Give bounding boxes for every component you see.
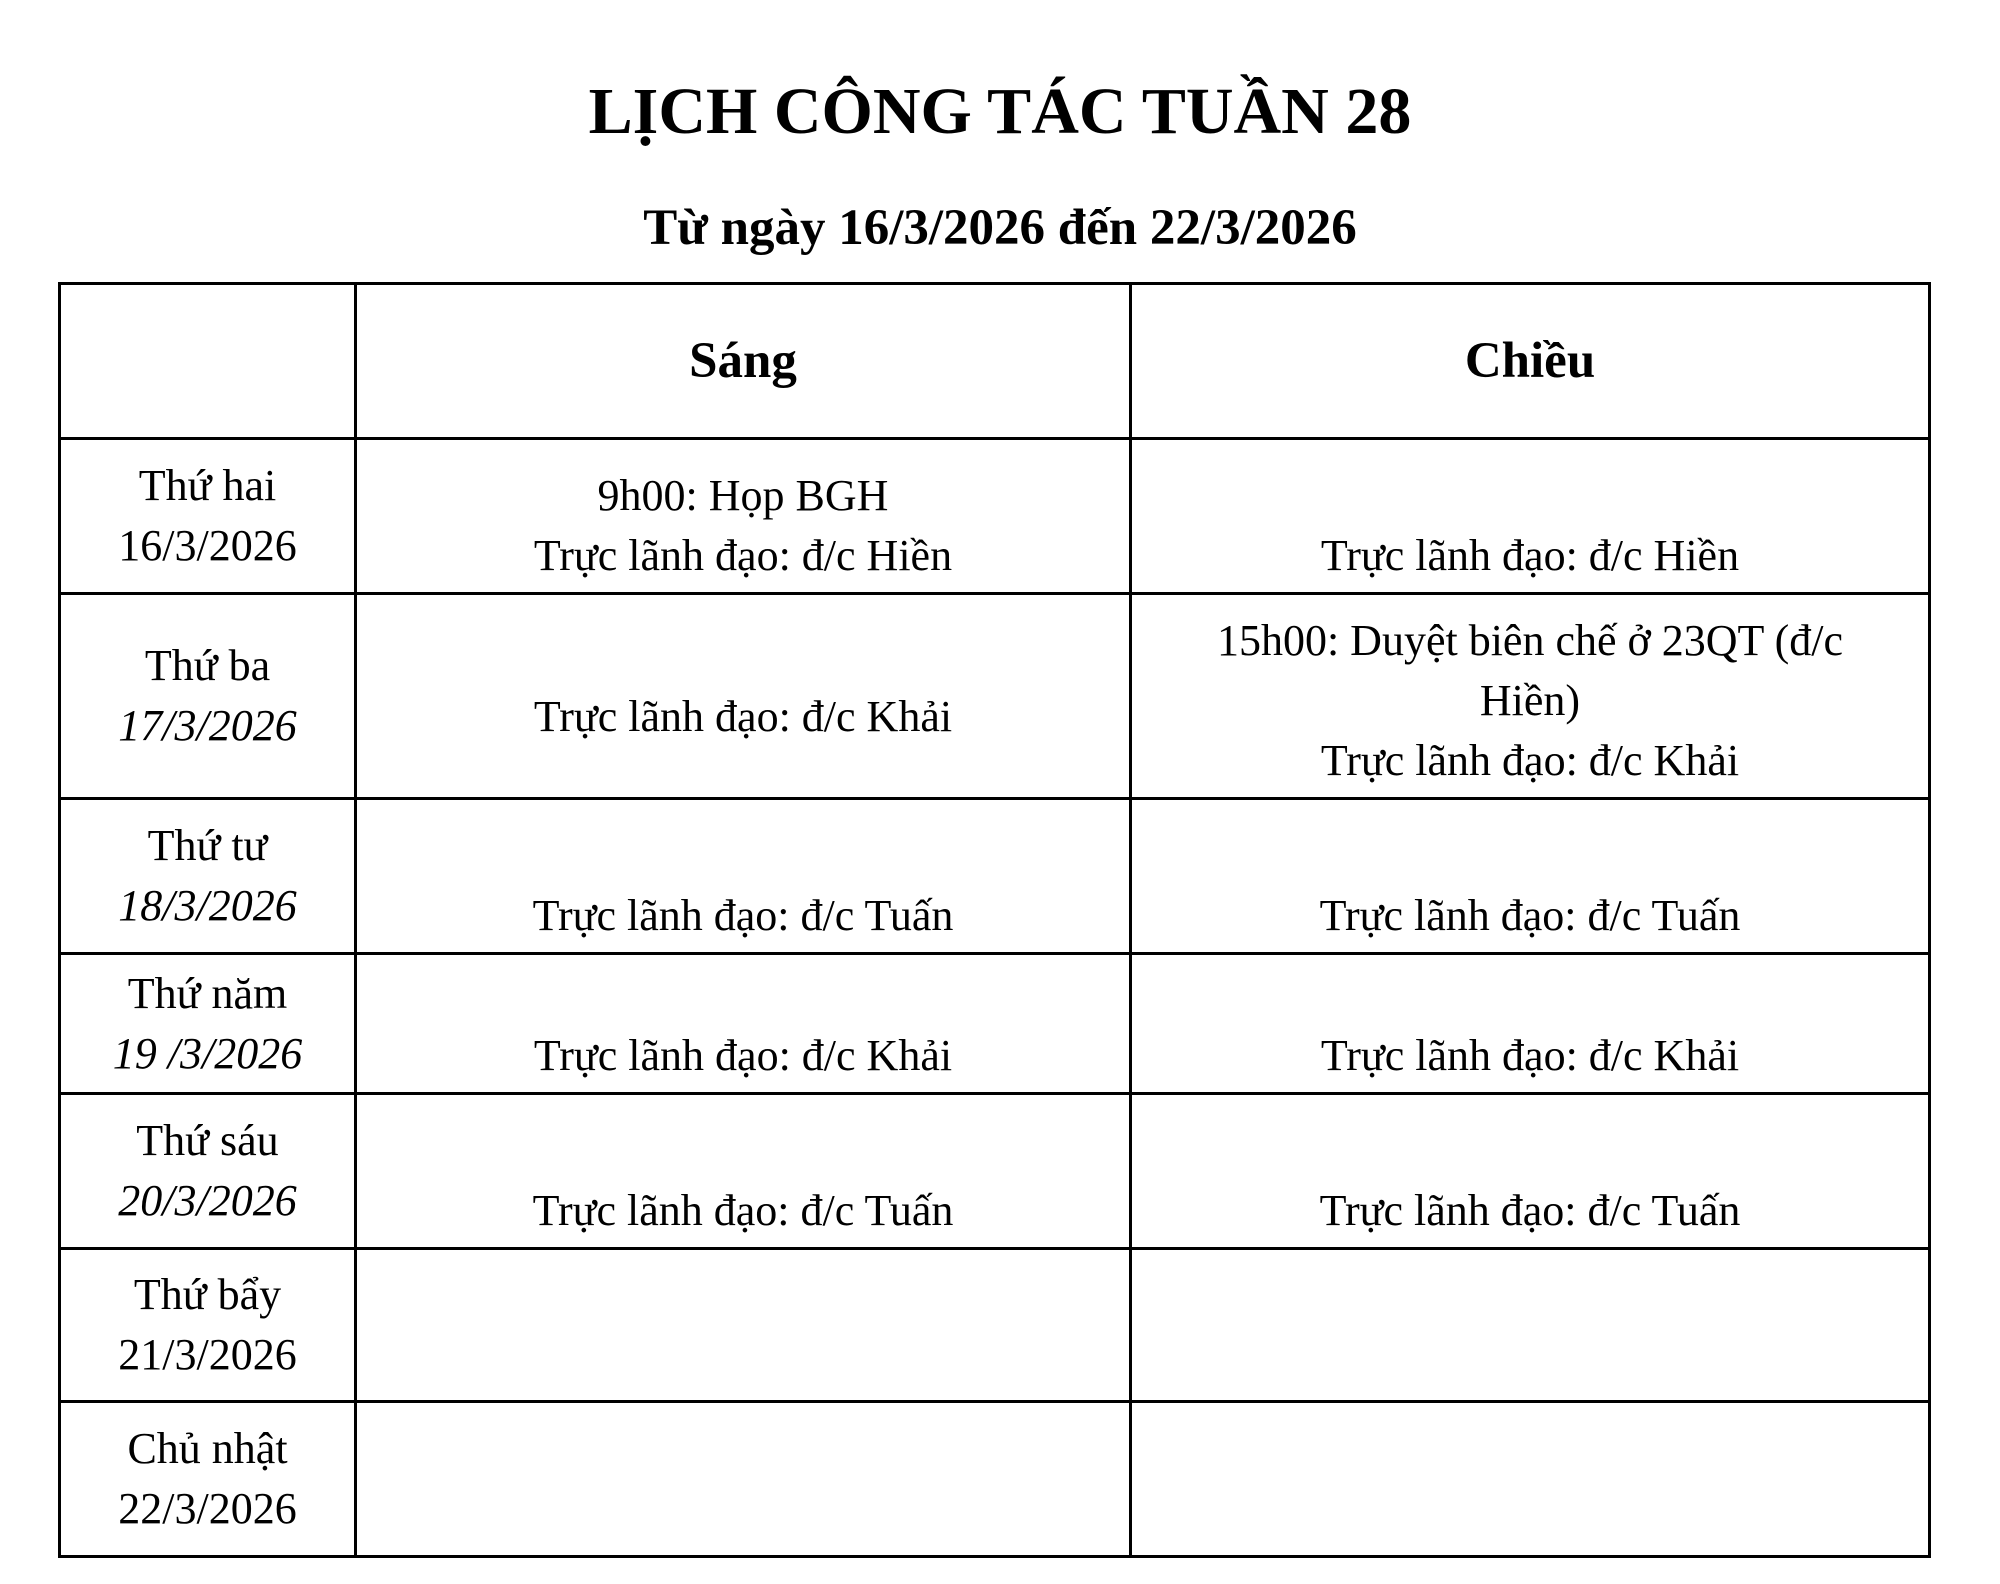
day-date: 22/3/2026 (118, 1484, 297, 1533)
table-row (60, 1094, 1930, 1249)
morning-entry: Trực lãnh đạo: đ/c Khải (533, 692, 953, 741)
header-day-cell (60, 284, 356, 439)
header-morning: Sáng (356, 284, 1131, 439)
day-cell (60, 439, 356, 594)
day-date: 21/3/2026 (118, 1330, 297, 1379)
morning-cell (356, 1249, 1131, 1402)
morning-cell (356, 594, 1131, 799)
date-range-subtitle: Từ ngày 16/3/2026 đến 22/3/2026 (643, 200, 1357, 256)
afternoon-entry: Trực lãnh đạo: đ/c Khải (1320, 736, 1740, 785)
table-header-row (60, 284, 1930, 439)
table-row (60, 1402, 1930, 1557)
day-cell (60, 594, 356, 799)
day-cell (60, 1402, 356, 1557)
day-name: Thứ ba (144, 641, 271, 690)
table-row (60, 1249, 1930, 1402)
morning-entry: Trực lãnh đạo: đ/c Khải (533, 1031, 953, 1080)
afternoon-entry: 15h00: Duyệt biên chế ở 23QT (đ/c Hiền) (1216, 616, 1844, 725)
morning-cell (356, 1094, 1131, 1249)
day-cell (60, 799, 356, 954)
afternoon-cell (1131, 594, 1930, 799)
day-cell (60, 1094, 356, 1249)
afternoon-cell (1131, 439, 1930, 594)
morning-cell (356, 1402, 1131, 1557)
afternoon-cell (1131, 1094, 1930, 1249)
afternoon-entry: Trực lãnh đạo: đ/c Hiền (1320, 531, 1740, 580)
day-date: 19 /3/2026 (112, 1028, 303, 1078)
morning-entry: 9h00: Họp BGH (597, 471, 889, 520)
afternoon-entry: Trực lãnh đạo: đ/c Tuấn (1319, 891, 1741, 940)
afternoon-cell (1131, 1249, 1930, 1402)
afternoon-cell (1131, 799, 1930, 954)
page-title: LỊCH CÔNG TÁC TUẦN 28 (588, 75, 1412, 148)
morning-cell (356, 439, 1131, 594)
morning-entry: Trực lãnh đạo: đ/c Tuấn (532, 1186, 954, 1235)
day-date: 17/3/2026 (118, 701, 297, 750)
day-name: Thứ sáu (136, 1116, 279, 1165)
morning-entry: Trực lãnh đạo: đ/c Hiền (533, 531, 953, 580)
day-date: 16/3/2026 (118, 521, 297, 570)
morning-entry: Trực lãnh đạo: đ/c Tuấn (532, 891, 954, 940)
day-name: Thứ bẩy (133, 1270, 282, 1319)
afternoon-cell (1131, 1402, 1930, 1557)
afternoon-cell (1131, 954, 1930, 1094)
day-name: Thứ tư (147, 821, 268, 870)
afternoon-entry: Trực lãnh đạo: đ/c Tuấn (1319, 1186, 1741, 1235)
day-date: 18/3/2026 (118, 881, 297, 930)
table-row (60, 594, 1930, 799)
morning-cell (356, 799, 1131, 954)
day-name: Thứ năm (127, 968, 288, 1018)
day-date: 20/3/2026 (118, 1176, 297, 1225)
schedule-table (58, 282, 1931, 1558)
table-row (60, 954, 1930, 1094)
day-cell (60, 1249, 356, 1402)
table-row (60, 439, 1930, 594)
day-name: Chủ nhật (127, 1424, 288, 1473)
day-name: Thứ hai (138, 461, 277, 510)
day-cell (60, 954, 356, 1094)
header-afternoon: Chiều (1131, 284, 1930, 439)
afternoon-entry: Trực lãnh đạo: đ/c Khải (1320, 1031, 1740, 1080)
morning-cell (356, 954, 1131, 1094)
table-row (60, 799, 1930, 954)
